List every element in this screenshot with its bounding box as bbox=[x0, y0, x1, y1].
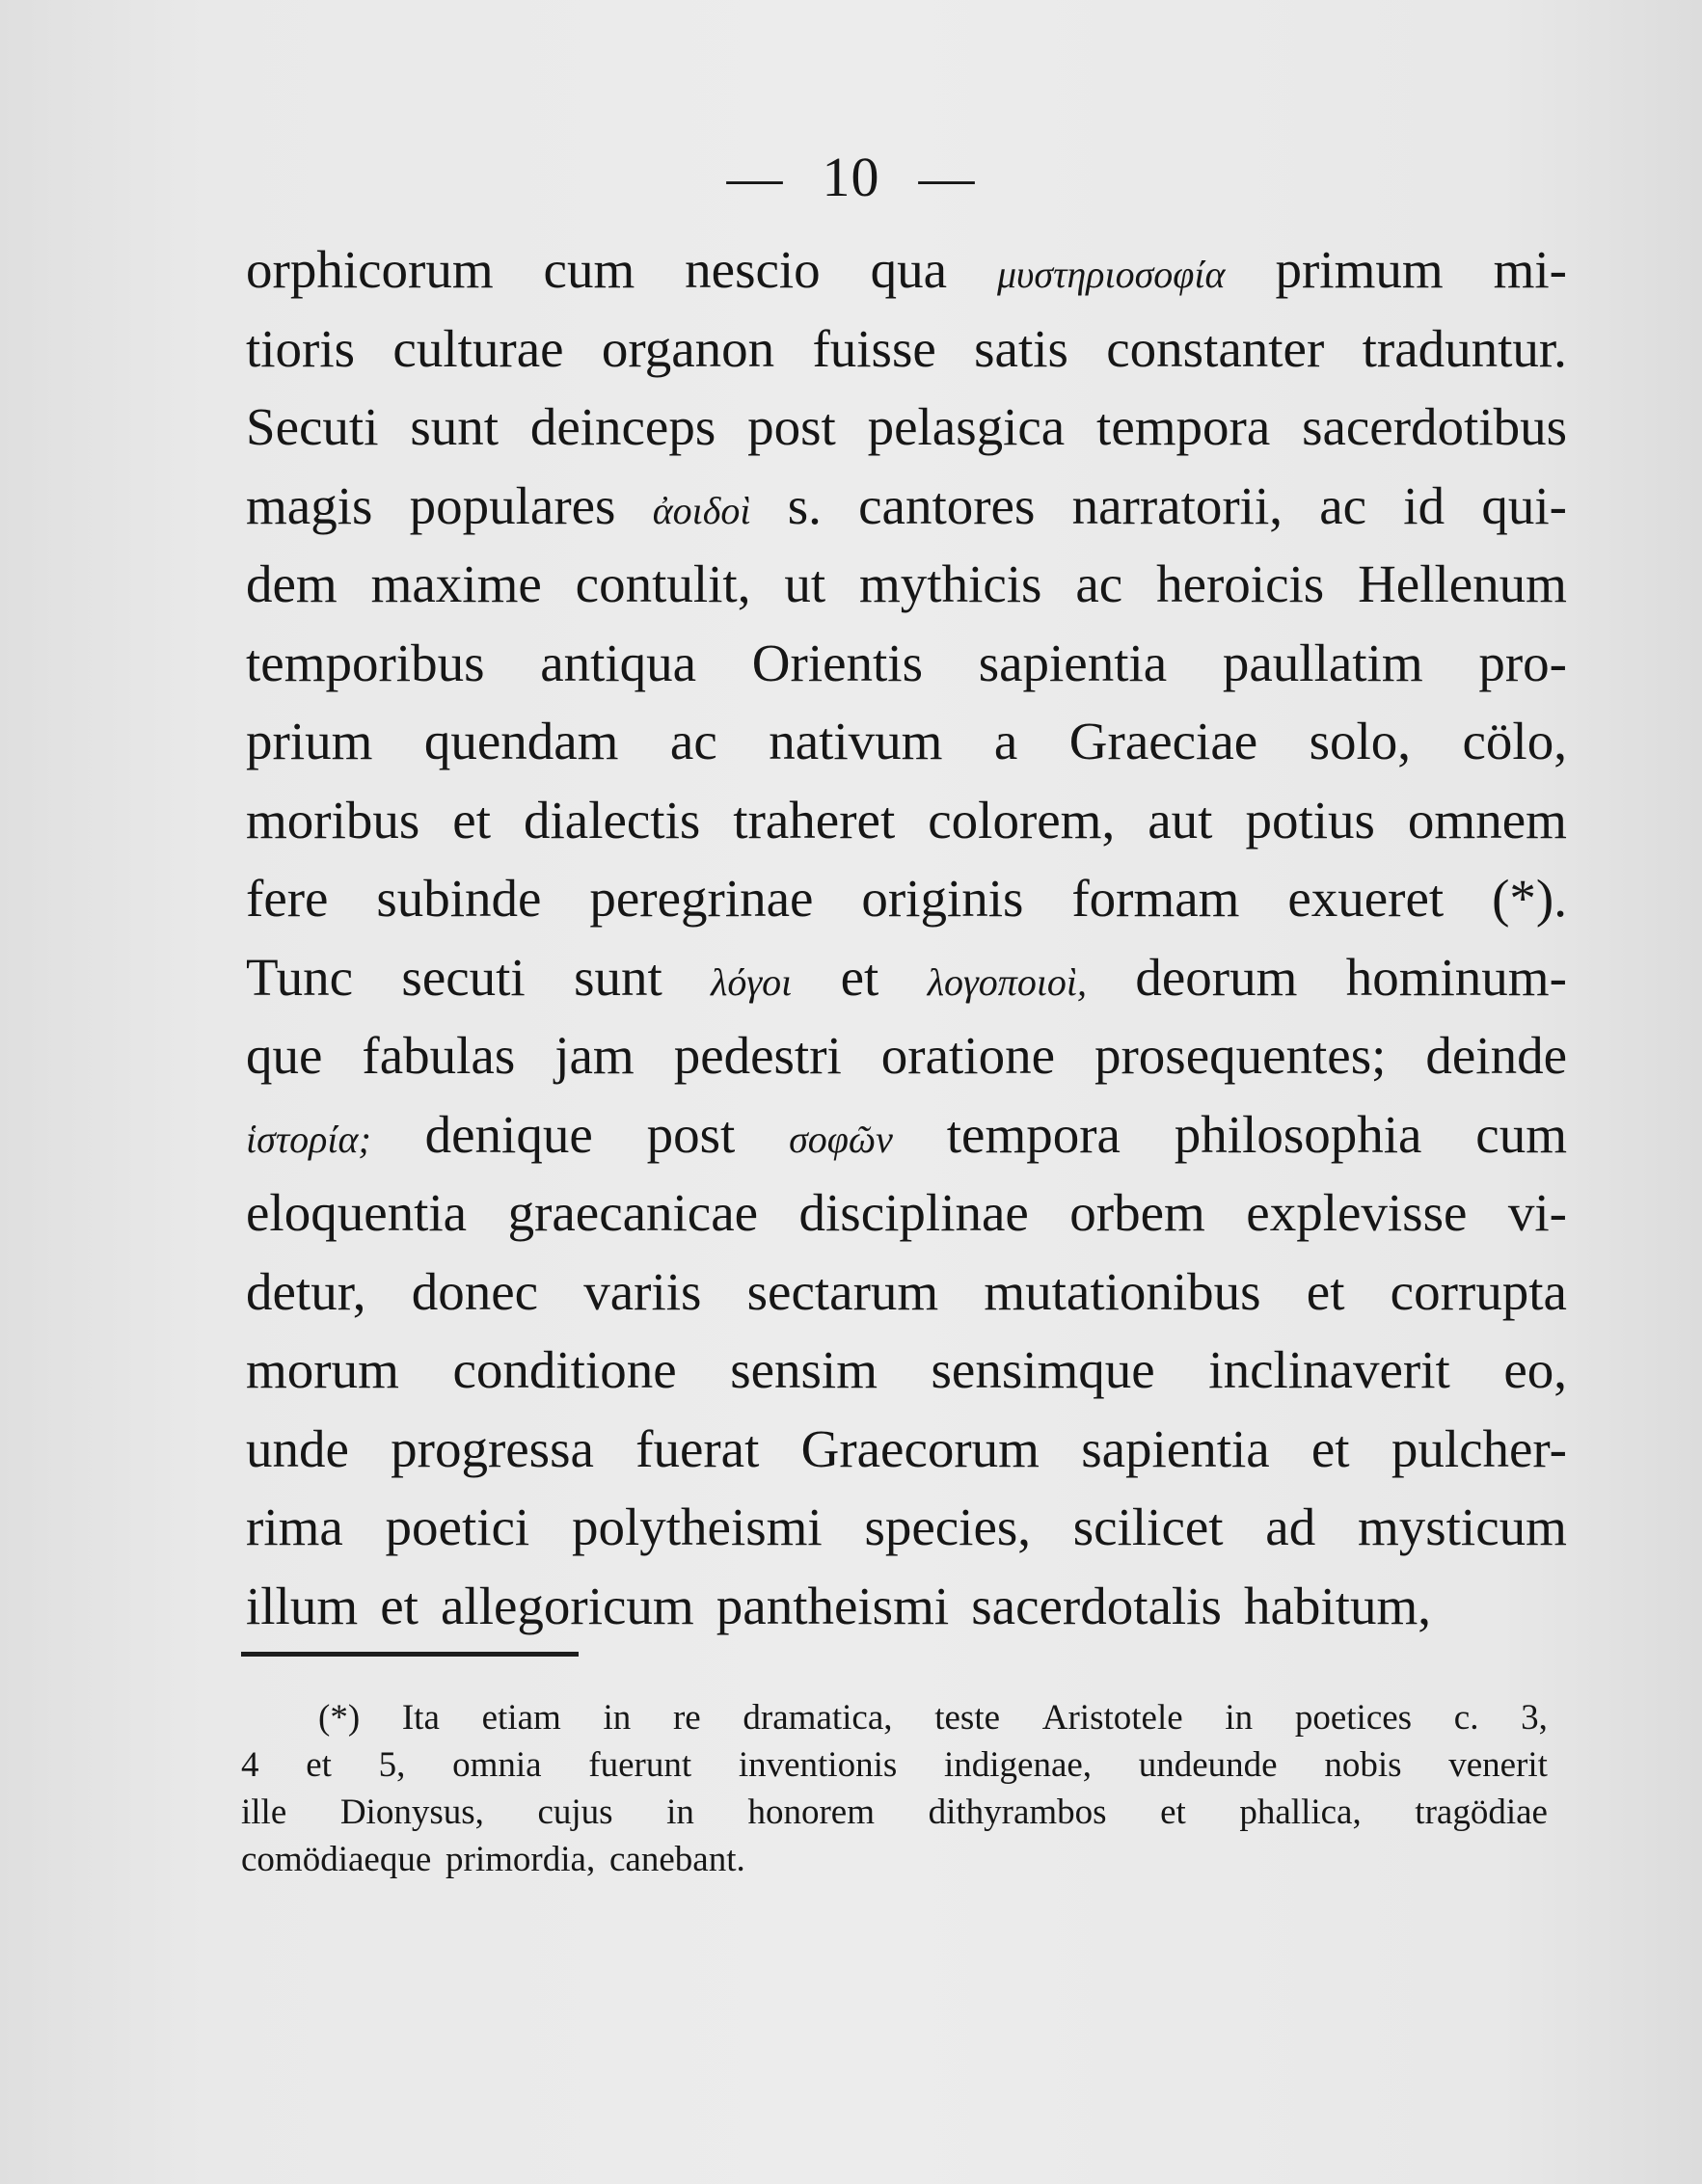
word: dialectis bbox=[524, 790, 701, 849]
header-dash-right: — bbox=[918, 146, 976, 208]
word: maxime bbox=[370, 554, 542, 613]
word: in bbox=[666, 1793, 694, 1832]
word: cum bbox=[1475, 1104, 1567, 1164]
word: disciplinae bbox=[798, 1183, 1029, 1242]
word: a bbox=[993, 712, 1018, 770]
word: tempora bbox=[946, 1104, 1121, 1164]
word: c. bbox=[1453, 1698, 1479, 1738]
word: 3, bbox=[1521, 1698, 1548, 1738]
text-line bbox=[246, 868, 1567, 947]
word: honorem bbox=[747, 1793, 875, 1832]
word: deinde bbox=[1425, 1026, 1567, 1085]
word: mysticum bbox=[1357, 1497, 1567, 1556]
word: sacerdotalis bbox=[971, 1576, 1222, 1635]
word: et bbox=[1160, 1793, 1186, 1832]
word: pulcher- bbox=[1391, 1418, 1567, 1478]
word: sapientia bbox=[978, 633, 1168, 692]
word: et bbox=[306, 1745, 332, 1785]
word: in bbox=[1225, 1698, 1254, 1738]
word: paullatim bbox=[1222, 633, 1423, 692]
word: magis bbox=[246, 475, 373, 535]
word: sunt bbox=[574, 947, 662, 1007]
text-line bbox=[246, 947, 1567, 1026]
word: exueret bbox=[1287, 869, 1445, 928]
word: cujus bbox=[537, 1793, 613, 1832]
word: jam bbox=[554, 1026, 635, 1085]
word: s. bbox=[787, 475, 822, 535]
word: 5, bbox=[378, 1745, 406, 1785]
word: poetici bbox=[385, 1497, 530, 1556]
word: populares bbox=[409, 475, 616, 535]
word: donec bbox=[411, 1261, 539, 1321]
word: originis bbox=[861, 869, 1024, 928]
word: primum bbox=[1275, 240, 1444, 299]
word: culturae bbox=[392, 318, 564, 378]
greek-word: μυστηριοσοφία bbox=[996, 253, 1226, 296]
word: graecanicae bbox=[507, 1183, 759, 1242]
word: nobis bbox=[1324, 1745, 1402, 1785]
text-line bbox=[246, 1025, 1567, 1104]
word: ille bbox=[241, 1793, 287, 1832]
word: nativum bbox=[769, 712, 943, 770]
word: fuerat bbox=[635, 1418, 760, 1478]
word: prosequentes; bbox=[1094, 1026, 1387, 1085]
greek-word: λόγοι bbox=[711, 959, 793, 1004]
text-line bbox=[246, 1104, 1567, 1183]
word: dithyrambos bbox=[928, 1793, 1107, 1832]
word: qua bbox=[870, 240, 948, 299]
word: hominum- bbox=[1345, 947, 1567, 1007]
word: orphicorum bbox=[246, 240, 494, 299]
word: pantheismi bbox=[716, 1576, 950, 1635]
word: sensim bbox=[730, 1340, 878, 1399]
word: Dionysus, bbox=[339, 1793, 484, 1832]
word: tempora bbox=[1096, 397, 1271, 456]
word: tioris bbox=[246, 318, 356, 378]
word: omnia bbox=[452, 1745, 542, 1785]
word: ad bbox=[1265, 1497, 1316, 1556]
word: constanter bbox=[1106, 318, 1325, 378]
text-line bbox=[246, 1339, 1567, 1418]
word: morum bbox=[246, 1340, 399, 1399]
text-line bbox=[246, 396, 1567, 475]
word: id bbox=[1403, 475, 1445, 535]
word: etiam bbox=[481, 1698, 561, 1738]
header-dash-left: — bbox=[726, 146, 784, 208]
word: species, bbox=[864, 1497, 1032, 1556]
word: undeunde bbox=[1138, 1745, 1278, 1785]
greek-word: ἱστορία; bbox=[246, 1117, 371, 1161]
text-line bbox=[246, 1418, 1567, 1497]
word: et bbox=[1310, 1418, 1350, 1478]
word: pedestri bbox=[673, 1026, 842, 1085]
footnote-separator bbox=[241, 1652, 579, 1657]
word: deorum bbox=[1135, 947, 1298, 1007]
word: explevisse bbox=[1246, 1183, 1468, 1242]
text-line bbox=[246, 711, 1567, 790]
word: ut bbox=[784, 554, 826, 613]
word: eo, bbox=[1503, 1340, 1567, 1399]
word: Aristotele bbox=[1041, 1698, 1183, 1738]
word: secuti bbox=[401, 947, 526, 1007]
word: in bbox=[603, 1698, 632, 1738]
word: comödiaeque bbox=[241, 1840, 432, 1879]
word: sensimque bbox=[931, 1340, 1155, 1399]
word: dramatica, bbox=[743, 1698, 893, 1738]
word: colorem, bbox=[928, 790, 1116, 849]
word: detur, bbox=[246, 1261, 366, 1321]
word: formam bbox=[1071, 869, 1240, 928]
word: Orientis bbox=[751, 633, 923, 692]
word: venerit bbox=[1448, 1745, 1548, 1785]
word: satis bbox=[974, 318, 1068, 378]
text-line bbox=[246, 1182, 1567, 1261]
word: Secuti bbox=[246, 397, 379, 456]
word: fuerunt bbox=[588, 1745, 692, 1785]
word: heroicis bbox=[1156, 554, 1325, 613]
word: Ita bbox=[401, 1698, 440, 1738]
word: ac bbox=[1319, 475, 1367, 535]
word: inventionis bbox=[738, 1745, 898, 1785]
word: Hellenum bbox=[1358, 554, 1567, 613]
greek-word: σοφῶν bbox=[789, 1117, 893, 1161]
word: et bbox=[840, 947, 879, 1007]
main-text bbox=[246, 239, 1567, 1654]
footnote bbox=[241, 1697, 1548, 1886]
word: (*). bbox=[1492, 869, 1567, 928]
word: teste bbox=[934, 1698, 1001, 1738]
word: pelasgica bbox=[867, 397, 1066, 456]
word: sectarum bbox=[746, 1261, 939, 1321]
word: deinceps bbox=[529, 397, 716, 456]
word: mi- bbox=[1493, 240, 1567, 299]
word: primordia, bbox=[446, 1840, 596, 1879]
word: eloquentia bbox=[246, 1183, 468, 1242]
word: organon bbox=[601, 318, 775, 378]
word: sunt bbox=[410, 397, 499, 456]
text-line bbox=[246, 790, 1567, 869]
word: Graeciae bbox=[1068, 712, 1258, 770]
text-line bbox=[246, 1496, 1567, 1576]
word: aut bbox=[1148, 790, 1213, 849]
word: et bbox=[1306, 1261, 1345, 1321]
word: cum bbox=[543, 240, 635, 299]
word: antiqua bbox=[540, 633, 697, 692]
word: dem bbox=[246, 554, 338, 613]
word: philosophia bbox=[1174, 1104, 1422, 1164]
word: moribus bbox=[246, 790, 420, 849]
word: canebant. bbox=[609, 1840, 745, 1879]
footnote-line bbox=[241, 1792, 1548, 1839]
footnote-first-line bbox=[241, 1697, 1548, 1744]
greek-word: λογοποιοὶ, bbox=[927, 959, 1088, 1004]
word: contulit, bbox=[575, 554, 751, 613]
word: narratorii, bbox=[1071, 475, 1283, 535]
word: allegoricum bbox=[441, 1576, 694, 1635]
word: fuisse bbox=[812, 318, 936, 378]
text-line bbox=[246, 633, 1567, 712]
word: temporibus bbox=[246, 633, 485, 692]
word: post bbox=[747, 397, 836, 456]
word: progressa bbox=[391, 1418, 594, 1478]
footnote-line bbox=[241, 1744, 1548, 1792]
text-line bbox=[246, 239, 1567, 318]
text-line bbox=[246, 1576, 1567, 1655]
word: cölo, bbox=[1462, 712, 1567, 770]
word: habitum, bbox=[1243, 1576, 1431, 1635]
word: sacerdotibus bbox=[1302, 397, 1567, 456]
footnote-line bbox=[241, 1839, 1548, 1886]
word: post bbox=[646, 1104, 736, 1164]
word: traheret bbox=[733, 790, 896, 849]
word: solo, bbox=[1309, 712, 1412, 770]
word: tragödiae bbox=[1415, 1793, 1548, 1832]
text-line bbox=[246, 318, 1567, 397]
word: poetices bbox=[1294, 1698, 1413, 1738]
page-header bbox=[0, 145, 1702, 209]
word: potius bbox=[1245, 790, 1375, 849]
word: orbem bbox=[1069, 1183, 1205, 1242]
word: fabulas bbox=[362, 1026, 516, 1085]
word: Graecorum bbox=[800, 1418, 1040, 1478]
word: corrupta bbox=[1390, 1261, 1567, 1321]
word: pro- bbox=[1478, 633, 1567, 692]
word: que bbox=[246, 1026, 323, 1085]
word: oratione bbox=[880, 1026, 1055, 1085]
word: mythicis bbox=[859, 554, 1042, 613]
word: peregrinae bbox=[589, 869, 814, 928]
word: et bbox=[452, 790, 491, 849]
word: ac bbox=[1075, 554, 1123, 613]
word: subinde bbox=[376, 869, 542, 928]
word: fere bbox=[246, 869, 329, 928]
word: et bbox=[380, 1576, 419, 1635]
word: prium bbox=[246, 712, 373, 770]
word: denique bbox=[424, 1104, 593, 1164]
word: rima bbox=[246, 1497, 343, 1556]
word: ac bbox=[669, 712, 717, 770]
word: 4 bbox=[241, 1745, 259, 1785]
text-line bbox=[246, 553, 1567, 633]
word: variis bbox=[583, 1261, 702, 1321]
page-number: 10 bbox=[822, 146, 880, 208]
text-line bbox=[246, 1261, 1567, 1340]
word: cantores bbox=[858, 475, 1036, 535]
greek-word: ἀοιδοὶ bbox=[652, 488, 751, 532]
word: scilicet bbox=[1072, 1497, 1224, 1556]
word: re bbox=[672, 1698, 701, 1738]
word: phallica, bbox=[1239, 1793, 1362, 1832]
word: inclinaverit bbox=[1208, 1340, 1450, 1399]
word: polytheismi bbox=[571, 1497, 823, 1556]
text-line bbox=[246, 475, 1567, 554]
word: unde bbox=[246, 1418, 349, 1478]
word: traduntur. bbox=[1362, 318, 1567, 378]
word: quendam bbox=[423, 712, 619, 770]
word: illum bbox=[246, 1576, 359, 1635]
word: Tunc bbox=[246, 947, 354, 1007]
footnote-marker: (*) bbox=[318, 1698, 361, 1738]
word: indigenae, bbox=[943, 1745, 1093, 1785]
word: conditione bbox=[452, 1340, 677, 1399]
word: qui- bbox=[1481, 475, 1567, 535]
word: omnem bbox=[1407, 790, 1567, 849]
word: sapientia bbox=[1081, 1418, 1270, 1478]
word: nescio bbox=[685, 240, 821, 299]
word: vi- bbox=[1507, 1183, 1567, 1242]
word: mutationibus bbox=[984, 1261, 1261, 1321]
